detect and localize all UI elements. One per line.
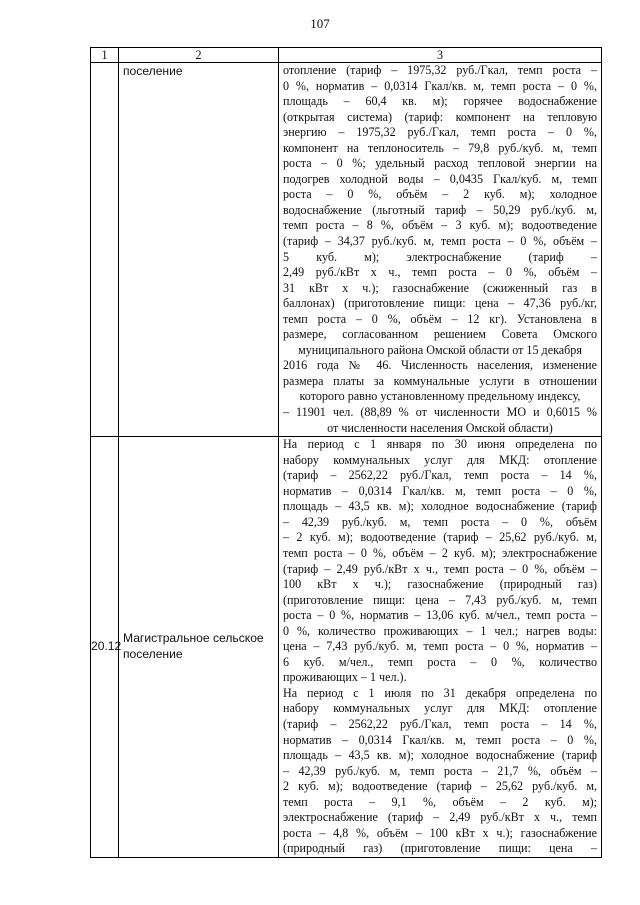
- text-line: роста – 4,8 %, объём – 100 кВт х ч.); газоснабжение: [283, 825, 597, 840]
- text-line: темп роста – 9,1 %, объём – 2 куб. м);: [283, 794, 597, 809]
- text-line: от численности населения Омской области): [327, 420, 553, 435]
- text-line: которого равно установленному предельному индексу,: [299, 389, 581, 404]
- text-line: набору коммунальных услуг для МКД: отопление: [283, 701, 597, 716]
- text-line: На период с 1 января по 30 июня определена по: [283, 437, 597, 452]
- text-line: (приготовление пищи: цена – 7,43 руб./куб. м, темп: [283, 592, 597, 607]
- text-line: 0 %, количество проживающих – 1 чел.; нагрев воды:: [283, 623, 597, 638]
- tariff-description: [279, 437, 602, 858]
- text-line: На период с 1 июля по 31 декабря определена по: [283, 685, 597, 700]
- text-line: размере, согласованном решением Совета Омского: [283, 327, 597, 342]
- text-line: площадь – 43,5 кв. м); холодное водоснабжение (тариф: [283, 499, 597, 514]
- text-line: роста – 0 %, норматив – 13,06 куб. м/чел., темп роста –: [283, 608, 597, 623]
- text-line: отопление (тариф – 1975,32 руб./Гкал, темп роста –: [283, 63, 597, 77]
- tariff-description: [279, 63, 602, 437]
- column-header-2: 2: [119, 48, 279, 63]
- table-header-row: [91, 48, 602, 63]
- text-line: подогрев холодной воды – 0,0435 Гкал/куб. м, темп: [283, 171, 597, 186]
- text-line: 2,49 руб./кВт х ч., темп роста – 0 %, объём –: [283, 265, 597, 280]
- text-line: размера платы за коммунальные услуги в отношении: [283, 373, 597, 388]
- row-number: 20.12: [91, 437, 119, 858]
- table-row: [91, 63, 602, 437]
- text-line: электроснабжение (тариф – 2,49 руб./кВт х ч., темп: [283, 810, 597, 825]
- text-line: муниципального района Омской области от 15 декабря: [298, 342, 582, 357]
- text-line: 0 %, норматив – 0,0314 Гкал/кв. м, темп роста – 0 %,: [283, 78, 597, 93]
- column-header-3: 3: [279, 48, 602, 63]
- text-line: (тариф – 2,49 руб./кВт х ч., темп роста – 0 %, объём –: [283, 561, 597, 576]
- text-line: норматив – 0,0314 Гкал/кв. м, темп роста – 0 %,: [283, 483, 597, 498]
- text-line: – 42,39 руб./куб. м, темп роста – 21,7 %, объём –: [283, 763, 597, 778]
- text-line: темп роста – 0 %, объём – 12 кг). Установлена в: [283, 311, 597, 326]
- text-line: баллонах) (приготовление пищи: цена – 47,36 руб./кг,: [283, 296, 597, 311]
- text-line: 5 куб. м); электроснабжение (тариф –: [283, 249, 597, 264]
- tariff-table: [90, 47, 602, 858]
- text-line: норматив – 0,0314 Гкал/кв. м, темп роста – 0 %,: [283, 732, 597, 747]
- text-line: 100 кВт х ч.); газоснабжение (природный газ): [283, 577, 597, 592]
- text-line: набору коммунальных услуг для МКД: отопление: [283, 452, 597, 467]
- text-line: водоснабжение (льготный тариф – 50,29 руб./куб. м,: [283, 202, 597, 217]
- text-line: темп роста – 8 %, объём – 3 куб. м); водоотведение: [283, 218, 597, 233]
- text-line: площадь – 60,4 кв. м); горячее водоснабжение: [283, 94, 597, 109]
- text-line: проживающих – 1 чел.).: [283, 670, 407, 685]
- text-line: (тариф – 34,37 руб./куб. м, темп роста – 0 %, объём –: [283, 234, 597, 249]
- text-line: (тариф – 2562,22 руб./Гкал, темп роста – 14 %,: [283, 716, 597, 731]
- text-line: энергию – 1975,32 руб./Гкал, темп роста – 0 %,: [283, 125, 597, 140]
- text-line: площадь – 43,5 кв. м); холодное водоснабжение (тариф: [283, 748, 597, 763]
- text-line: компонент на теплоноситель – 79,8 руб./куб. м, темп: [283, 140, 597, 155]
- row-number: [91, 63, 119, 437]
- text-line: (открытая система) (тариф: компонент на тепловую: [283, 109, 597, 124]
- text-line: (природный газ) (приготовление пищи: цена –: [283, 841, 597, 856]
- text-line: роста – 0 %, объём – 2 куб. м); холодное: [283, 187, 597, 202]
- settlement-name: Магистральное сельское поселение: [119, 437, 279, 858]
- text-line: 2 куб. м); водоотведение (тариф – 25,62 руб./куб. м,: [283, 779, 597, 794]
- text-line: темп роста – 0 %, объём – 2 куб. м); электроснабжение: [283, 545, 597, 560]
- text-line: 2016 года № 46. Численность населения, изменение: [283, 358, 597, 373]
- settlement-name: поселение: [119, 63, 279, 437]
- text-line: роста – 0 %; удельный расход тепловой энергии на: [283, 156, 597, 171]
- table-row: [91, 437, 602, 858]
- text-line: – 11901 чел. (88,89 % от численности МО и 0,6015 %: [283, 405, 597, 420]
- text-line: (тариф – 2562,22 руб./Гкал, темп роста – 14 %,: [283, 468, 597, 483]
- text-line: 6 куб. м/чел., темп роста – 0 %, количество: [283, 654, 597, 669]
- text-line: – 42,39 руб./куб. м, темп роста – 0 %, объём: [283, 514, 597, 529]
- text-line: 31 кВт х ч.); газоснабжение (сжиженный газ в: [283, 280, 597, 295]
- text-line: – 2 куб. м); водоотведение (тариф – 25,62 руб./куб. м,: [283, 530, 597, 545]
- column-header-1: 1: [91, 48, 119, 63]
- page-number: 107: [310, 16, 330, 31]
- text-line: цена – 7,43 руб./куб. м, темп роста – 0 %, норматив –: [283, 639, 597, 654]
